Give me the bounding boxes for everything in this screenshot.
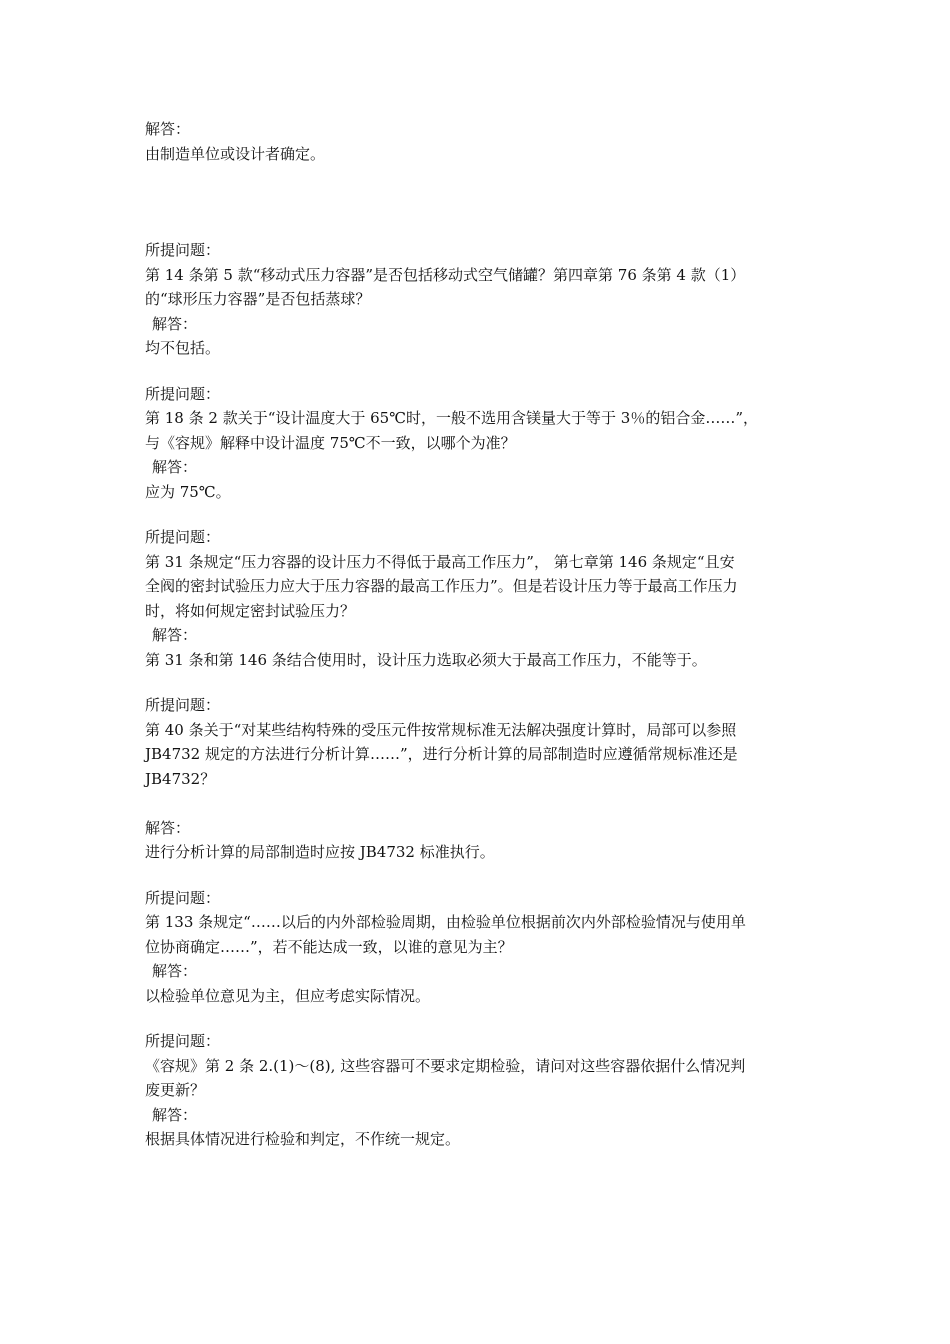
qa-item: [145, 525, 810, 672]
question-text-line: 第 31 条规定“压力容器的设计压力不得低于最高工作压力”， 第七章第 146 条规定“且安: [145, 552, 735, 571]
intro-answer-label: 解答：: [145, 120, 191, 138]
answer-text: 应为 75℃。: [145, 482, 231, 501]
qa-item: [145, 693, 810, 865]
qa-item: [145, 1029, 810, 1152]
question-text-line: 全阀的密封试验压力应大于压力容器的最高工作压力”。但是若设计压力等于最高工作压力: [145, 577, 738, 595]
answer-text: 以检验单位意见为主，但应考虑实际情况。: [145, 986, 431, 1005]
question-text-line: 时，将如何规定密封试验压力？: [145, 601, 356, 620]
answer-label: 解答：: [145, 818, 191, 837]
intro-answer-text: 由制造单位或设计者确定。: [145, 144, 326, 163]
qa-item: [145, 238, 810, 361]
question-text-line: 《容规》第 2 条 2.(1)～(8), 这些容器可不要求定期检验，请问对这些容器依据什么情况判: [145, 1056, 746, 1075]
question-text-line: 废更新？: [145, 1081, 206, 1099]
question-text-line: 第 14 条第 5 款“移动式压力容器”是否包括移动式空气储罐？第四章第 76 条第 4 款（1）: [145, 265, 746, 284]
question-label: 所提问题：: [145, 1032, 221, 1050]
question-text-line: 第 133 条规定“……以后的内外部检验周期，由检验单位根据前次内外部检验情况与使用单: [145, 913, 746, 931]
qa-item: [145, 886, 810, 1009]
question-label: 所提问题：: [145, 241, 221, 259]
question-label: 所提问题：: [145, 696, 221, 714]
question-label: 所提问题：: [145, 528, 221, 546]
answer-text: 第 31 条和第 146 条结合使用时，设计压力选取必须大于最高工作压力，不能等于。: [145, 650, 707, 669]
answer-text: 根据具体情况进行检验和判定，不作统一规定。: [145, 1130, 461, 1148]
answer-label: 解答：: [152, 626, 198, 644]
question-label: 所提问题：: [145, 888, 221, 907]
question-text-line: 第 40 条关于“对某些结构特殊的受压元件按常规标准无法解决强度计算时，局部可以参照: [145, 720, 737, 739]
question-text-line: JB4732 规定的方法进行分析计算……”，进行分析计算的局部制造时应遵循常规标准还是: [145, 745, 738, 763]
answer-text: 均不包括。: [145, 339, 221, 357]
question-text-line: JB4732？: [145, 769, 216, 788]
answer-label: 解答：: [152, 314, 198, 333]
answer-label: 解答：: [152, 1105, 198, 1124]
answer-text: 进行分析计算的局部制造时应按 JB4732 标准执行。: [145, 843, 495, 861]
answer-label: 解答：: [152, 458, 198, 476]
question-text-line: 与《容规》解释中设计温度 75℃不一致，以哪个为准？: [145, 433, 516, 452]
qa-item: [145, 382, 810, 505]
question-text-line: 的“球形压力容器”是否包括蒸球？: [145, 290, 371, 308]
document-page: [145, 117, 810, 1152]
answer-label: 解答：: [152, 962, 198, 980]
question-text-line: 第 18 条 2 款关于“设计温度大于 65℃时，一般不选用含镁量大于等于 3％的铝合金……”，: [145, 409, 758, 427]
question-text-line: 位协商确定……”，若不能达成一致，以谁的意见为主？: [145, 937, 513, 956]
question-label: 所提问题：: [145, 384, 221, 403]
